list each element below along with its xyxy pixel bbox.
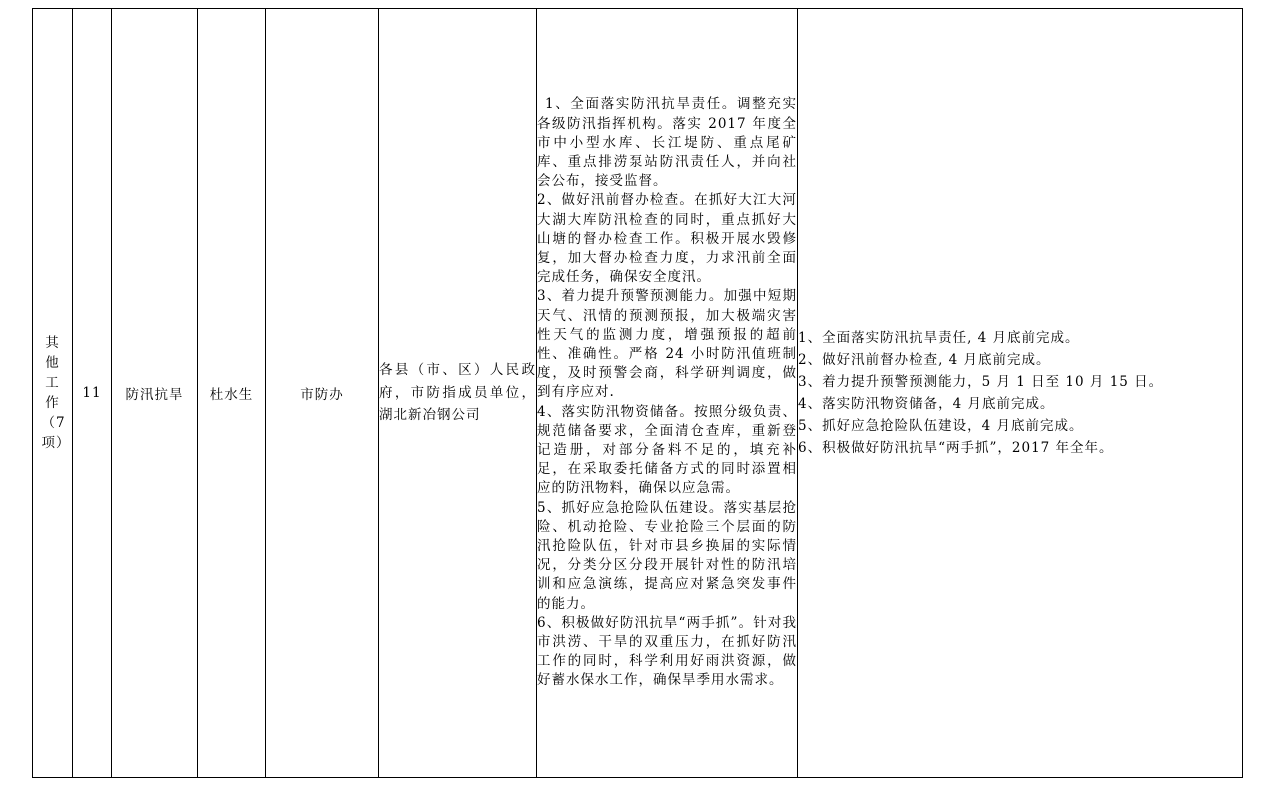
task-cell [112, 9, 198, 778]
schedule-item-6: 6、积极做好防汛抗旱“两手抓”，2017 年全年。 [798, 440, 1114, 456]
schedule-item-5: 5、抓好应急抢险队伍建设，4 月底前完成。 [798, 418, 1084, 434]
work-plan-table [32, 8, 1243, 778]
lead-unit: 市防办 [300, 387, 344, 403]
measure-item-5: 5、抓好应急抢险队伍建设。落实基层抢险、机动抢险、专业抢险三个层面的防汛抢险队伍，针对市县乡换届的实际情况，分类分区分段开展针对性的防汛培训和应急演练，提高应对紧急突发事件的能力。 [537, 499, 797, 612]
cooperating-units-cell [379, 9, 537, 778]
row-number: 11 [82, 385, 102, 401]
lead-unit-cell [266, 9, 379, 778]
schedule-cell [798, 9, 1243, 778]
schedule-item-4: 4、落实防汛物资储备，4 月底前完成。 [798, 396, 1055, 412]
schedule-item-2: 2、做好汛前督办检查, 4 月底前完成。 [798, 352, 1051, 368]
leader-cell [198, 9, 266, 778]
category-cell [33, 9, 73, 778]
responsible-leader: 杜水生 [209, 387, 254, 403]
category-label: 其他工作（7项） [41, 335, 71, 451]
schedule-item-1: 1、全面落实防汛抗旱责任, 4 月底前完成。 [798, 330, 1080, 346]
measure-item-4: 4、落实防汛物资储备。按照分级负责、规范储备要求，全面清仓查库，重新登记造册，对部分备料不足的，填充补足，在采取委托储备方式的同时添置相应的防汛物料，确保以应急需。 [537, 403, 797, 497]
schedule-item-3: 3、着力提升预警预测能力，5 月 1 日至 10 月 15 日。 [798, 374, 1164, 390]
number-cell [73, 9, 112, 778]
measures-cell [537, 9, 798, 778]
cooperating-units: 各县（市、区）人民政府，市防指成员单位，湖北新冶钢公司 [379, 362, 536, 424]
task-name: 防汛抗旱 [125, 387, 184, 403]
measure-item-2: 2、做好汛前督办检查。在抓好大江大河大湖大库防汛检查的同时，重点抓好大山塘的督办检查工作。积极开展水毁修复，加大督办检查力度，力求汛前全面完成任务，确保安全度汛。 [537, 192, 797, 286]
table-row [33, 9, 1243, 778]
measure-item-3: 3、着力提升预警预测能力。加强中短期天气、汛情的预测预报，加大极端灾害性天气的监测力度，增强预报的超前性、准确性。严格 24 小时防汛值班制度，及时预警会商，科学研判调度，做到有序应对. [537, 288, 797, 401]
measure-item-1: 1、全面落实防汛抗旱责任。调整充实各级防汛指挥机构。落实 2017 年度全市中小型水库、长江堤防、重点尾矿库、重点排涝泵站防汛责任人，并向社会公布，接受监督。 [537, 96, 797, 190]
measure-item-6: 6、积极做好防汛抗旱“两手抓”。针对我市洪涝、干旱的双重压力，在抓好防汛工作的同时，科学利用好雨洪资源，做好蓄水保水工作，确保旱季用水需求。 [537, 614, 797, 689]
